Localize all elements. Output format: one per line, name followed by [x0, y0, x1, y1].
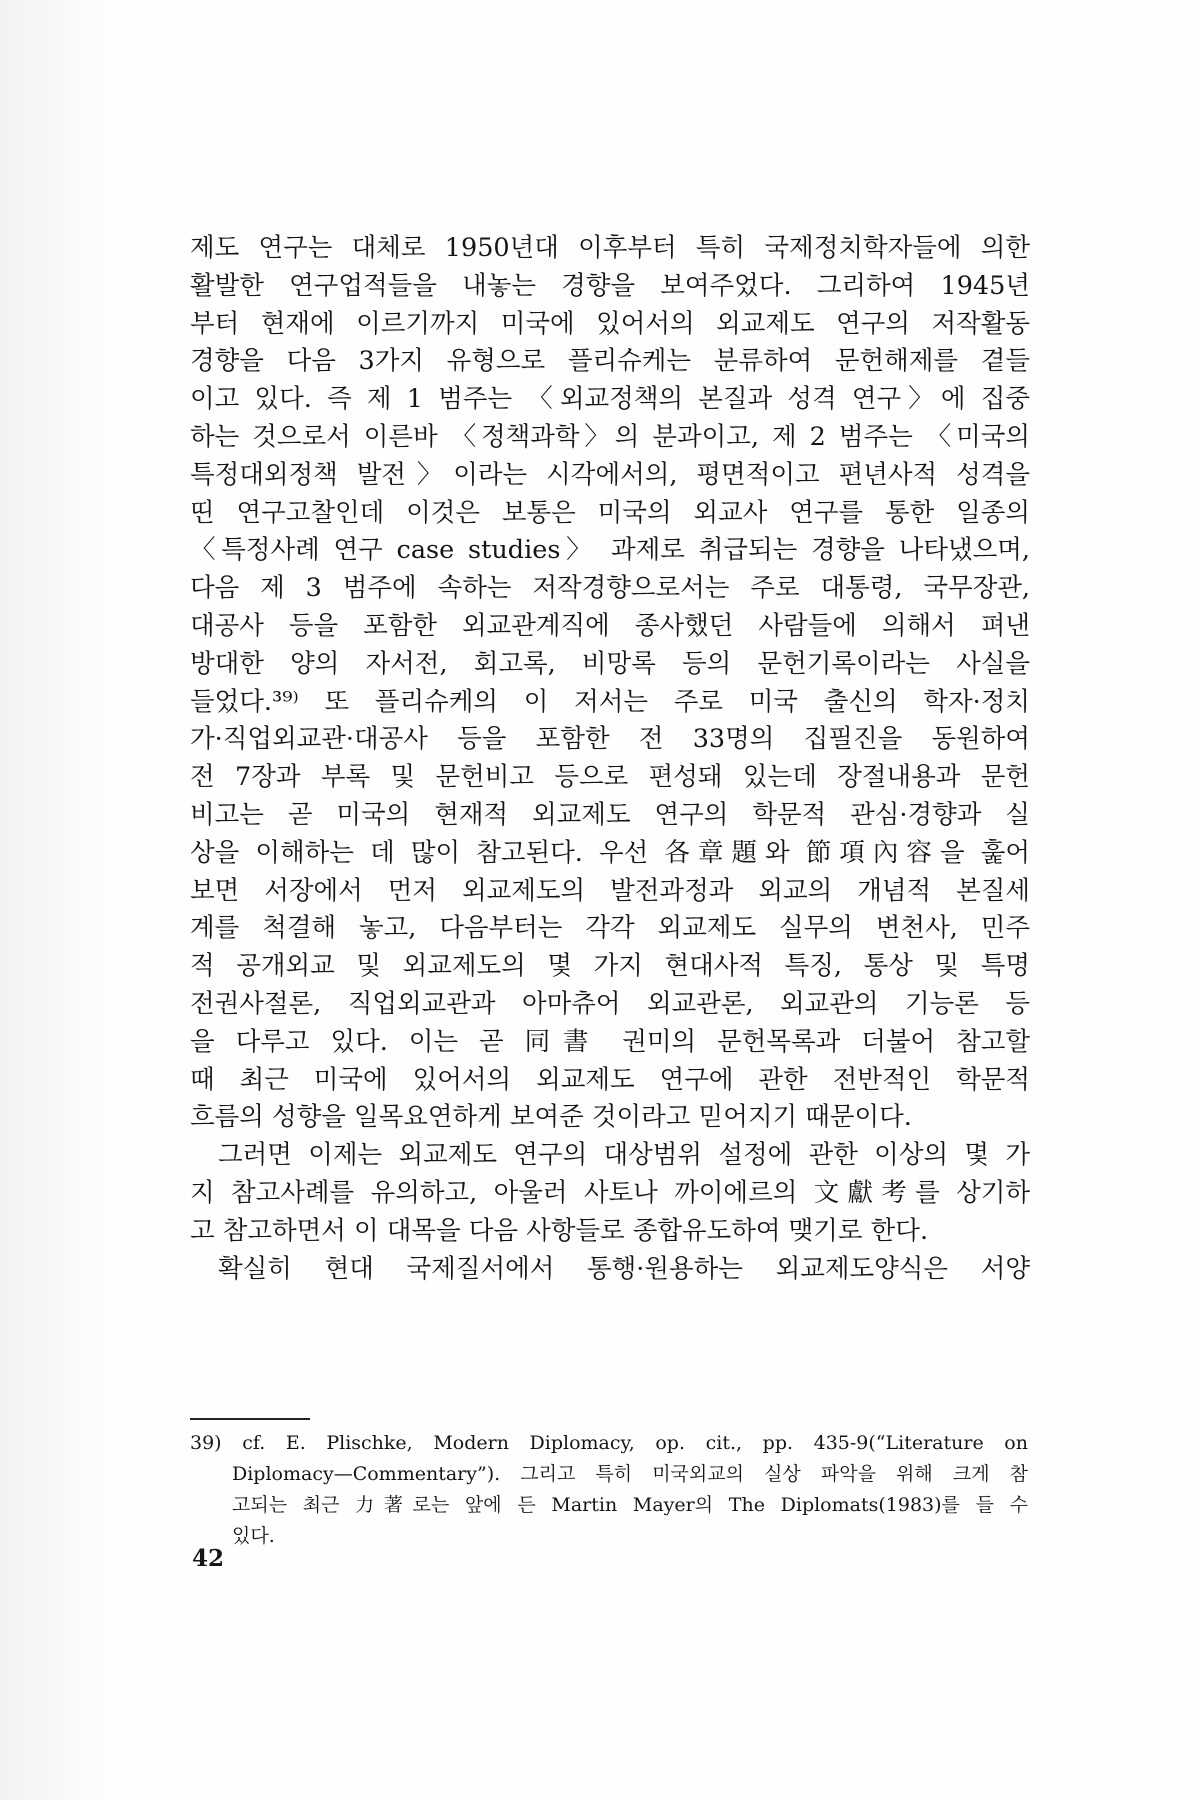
body-line: 지 참고사례를 유의하고, 아울러 사토나 까이에르의 文獻考를 상기하	[190, 1177, 1030, 1208]
body-line: 하는 것으로서 이른바 〈정책과학〉의 분과이고, 제 2 범주는 〈미국의	[190, 421, 1030, 452]
body-line: 그러면 이제는 외교제도 연구의 대상범위 설정에 관한 이상의 몇 가	[218, 1140, 1030, 1171]
footnote-line: 39) cf. E. Plischke, Modern Diplomacy, op. cit., pp. 435-9(“Literature on	[190, 1432, 1028, 1454]
body-line: 방대한 양의 자서전, 회고록, 비망록 등의 문헌기록이라는 사실을	[190, 648, 1030, 679]
body-line: 부터 현재에 이르기까지 미국에 있어서의 외교제도 연구의 저작활동	[190, 308, 1030, 339]
body-line: 〈특정사례 연구 case studies〉 과제로 취급되는 경향을 나타냈으며,	[190, 535, 1030, 566]
body-line: 흐름의 성향을 일목요연하게 보여준 것이라고 믿어지기 때문이다.	[190, 1102, 912, 1133]
body-line: 대공사 등을 포함한 외교관계직에 종사했던 사람들에 의해서 펴낸	[190, 610, 1030, 641]
body-line: 들었다.³⁹⁾ 또 플리슈케의 이 저서는 주로 미국 출신의 학자·정치	[190, 686, 1030, 717]
footnote-line: Diplomacy—Commentary”). 그리고 특히 미국외교의 실상 파악을 위해 크게 참	[232, 1463, 1028, 1485]
footnotes	[190, 1428, 1028, 1552]
footnote-line: 고되는 최근 力著로는 앞에 든 Martin Mayer의 The Diplomats(1983)를 들 수	[232, 1494, 1028, 1516]
body-line: 때 최근 미국에 있어서의 외교제도 연구에 관한 전반적인 학문적	[190, 1064, 1030, 1095]
body-line: 적 공개외교 및 외교제도의 몇 가지 현대사적 특징, 통상 및 특명	[190, 951, 1030, 982]
body-line: 상을 이해하는 데 많이 참고된다. 우선 各章題와 節項內容을 훑어	[190, 837, 1030, 868]
body-line: 이고 있다. 즉 제 1 범주는 〈외교정책의 본질과 성격 연구〉에 집중	[190, 384, 1030, 415]
body-line: 다음 제 3 범주에 속하는 저작경향으로서는 주로 대통령, 국무장관,	[190, 573, 1030, 604]
body-line: 가·직업외교관·대공사 등을 포함한 전 33명의 집필진을 동원하여	[190, 724, 1030, 755]
body-text	[190, 230, 1030, 1288]
body-line: 경향을 다음 3가지 유형으로 플리슈케는 분류하여 문헌해제를 곁들	[190, 346, 1030, 377]
footnote-separator	[190, 1418, 310, 1420]
footnote-line: 있다.	[232, 1525, 275, 1547]
body-line: 활발한 연구업적들을 내놓는 경향을 보여주었다. 그리하여 1945년	[190, 270, 1030, 301]
body-line: 보면 서장에서 먼저 외교제도의 발전과정과 외교의 개념적 본질세	[190, 875, 1030, 906]
body-line: 비고는 곧 미국의 현재적 외교제도 연구의 학문적 관심·경향과 실	[190, 799, 1030, 830]
body-line: 특정대외정책 발전〉이라는 시각에서의, 평면적이고 편년사적 성격을	[190, 459, 1030, 490]
body-line: 전권사절론, 직업외교관과 아마츄어 외교관론, 외교관의 기능론 등	[190, 988, 1030, 1019]
body-line: 고 참고하면서 이 대목을 다음 사항들로 종합유도하여 맺기로 한다.	[190, 1215, 929, 1246]
body-line: 제도 연구는 대체로 1950년대 이후부터 특히 국제정치학자들에 의한	[190, 233, 1030, 263]
body-line: 을 다루고 있다. 이는 곧 同書 권미의 문헌목록과 더불어 참고할	[190, 1026, 1030, 1057]
body-line: 계를 척결해 놓고, 다음부터는 각각 외교제도 실무의 변천사, 민주	[190, 913, 1030, 944]
page-number: 42	[192, 1545, 225, 1572]
page-gutter-shadow	[0, 0, 110, 1800]
body-line: 확실히 현대 국제질서에서 통행·원용하는 외교제도양식은 서양	[218, 1253, 1030, 1284]
body-line: 전 7장과 부록 및 문헌비고 등으로 편성돼 있는데 장절내용과 문헌	[190, 762, 1030, 793]
body-line: 띤 연구고찰인데 이것은 보통은 미국의 외교사 연구를 통한 일종의	[190, 497, 1030, 528]
